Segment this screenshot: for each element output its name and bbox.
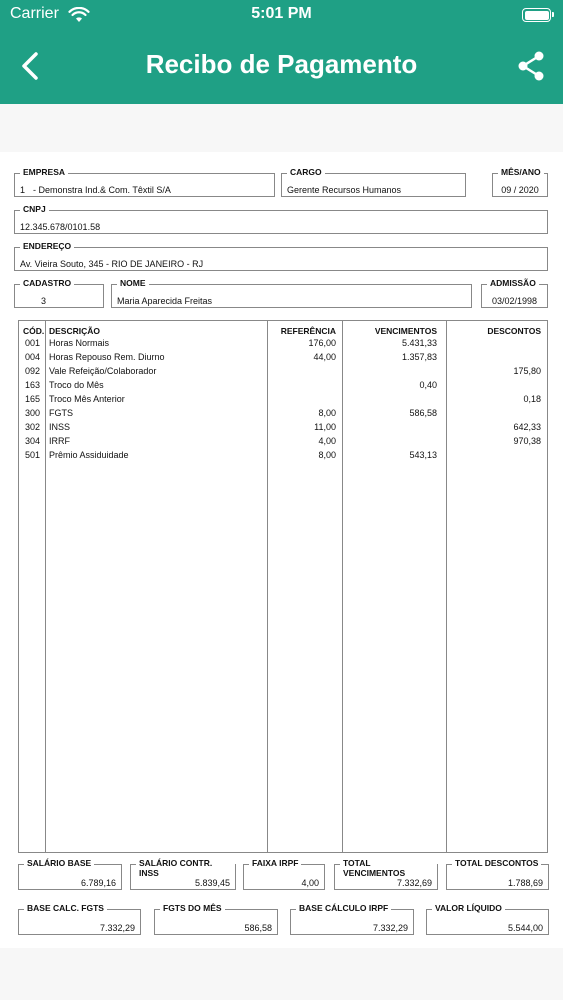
salario-base-field — [18, 858, 122, 890]
total-label: BASE CÁLCULO IRPF — [296, 903, 391, 913]
payment-receipt — [0, 152, 563, 948]
total-value: 5.839,45 — [194, 878, 230, 888]
cell-descricao: Horas Normais — [49, 338, 110, 348]
carrier-label: Carrier — [10, 5, 59, 22]
admissao-field — [481, 278, 548, 308]
admissao-label: ADMISSÃO — [487, 278, 539, 288]
valor-liquido-field — [426, 903, 549, 935]
status-time: 5:01 PM — [251, 5, 312, 22]
nome-value: Maria Aparecida Freitas — [117, 296, 213, 306]
salario-contr-inss-field — [130, 858, 236, 890]
endereco-field — [14, 241, 548, 271]
cargo-value: Gerente Recursos Humanos — [287, 185, 402, 195]
cell-cod: 501 — [25, 450, 41, 460]
page-title: Recibo de Pagamento — [145, 49, 418, 79]
col-header-cod: CÓD. — [23, 326, 45, 336]
mes-ano-field — [492, 167, 548, 197]
col-header-descontos: DESCONTOS — [487, 326, 541, 336]
cell-descricao: FGTS — [49, 408, 73, 418]
cadastro-value: 3 — [41, 296, 47, 306]
cell-descricao: Horas Repouso Rem. Diurno — [49, 352, 165, 362]
empresa-label: EMPRESA — [20, 167, 68, 177]
cell-descricao: Troco do Mês — [49, 380, 104, 390]
cell-descontos: 970,38 — [513, 436, 541, 446]
cell-vencimentos: 0,40 — [419, 380, 437, 390]
total-value: 1.788,69 — [507, 878, 543, 888]
mes-ano-value: 09 / 2020 — [501, 185, 539, 195]
cell-cod: 165 — [25, 394, 41, 404]
total-label: FGTS DO MÊS — [160, 903, 225, 913]
col-header-vencimentos: VENCIMENTOS — [374, 326, 437, 336]
empresa-value: - Demonstra Ind.& Com. Têxtil S/A — [33, 185, 171, 195]
cell-referencia: 8,00 — [318, 450, 336, 460]
cell-descricao: Prêmio Assiduidade — [49, 450, 129, 460]
cell-cod: 004 — [25, 352, 41, 362]
total-label: SALÁRIO CONTR. INSS — [136, 858, 235, 878]
faixa-irpf-field — [243, 858, 325, 890]
total-descontos-field — [446, 858, 549, 890]
endereco-label: ENDEREÇO — [20, 241, 74, 251]
total-label: SALÁRIO BASE — [24, 858, 94, 868]
earnings-table — [18, 320, 548, 853]
cadastro-field — [14, 278, 104, 308]
cnpj-value: 12.345.678/0101.58 — [20, 222, 101, 232]
fgts-do-mes-field — [154, 903, 278, 935]
total-label: TOTAL DESCONTOS — [452, 858, 541, 868]
cell-cod: 092 — [25, 366, 41, 376]
total-value: 6.789,16 — [80, 878, 116, 888]
col-header-referencia: REFERÊNCIA — [280, 326, 336, 336]
cell-descontos: 642,33 — [513, 422, 541, 432]
total-value: 7.332,29 — [99, 923, 135, 933]
cell-referencia: 4,00 — [318, 436, 336, 446]
admissao-value: 03/02/1998 — [491, 296, 538, 306]
empresa-code: 1 — [20, 185, 26, 195]
cell-descricao: Vale Refeição/Colaborador — [49, 366, 157, 376]
cell-cod: 163 — [25, 380, 41, 390]
battery-icon — [522, 8, 551, 22]
cell-cod: 302 — [25, 422, 41, 432]
cell-vencimentos: 5.431,33 — [401, 338, 437, 348]
total-value: 5.544,00 — [507, 923, 543, 933]
base-calc-fgts-field — [18, 903, 141, 935]
cell-referencia: 44,00 — [313, 352, 336, 362]
cell-cod: 300 — [25, 408, 41, 418]
nome-field — [111, 278, 472, 308]
cell-descricao: Troco Mês Anterior — [49, 394, 125, 404]
total-value: 586,58 — [244, 923, 272, 933]
cadastro-label: CADASTRO — [20, 278, 74, 288]
total-label: VALOR LÍQUIDO — [432, 903, 505, 913]
nav-header — [0, 0, 563, 104]
total-vencimentos-field — [334, 858, 438, 890]
cell-referencia: 11,00 — [314, 422, 336, 432]
cell-referencia: 8,00 — [318, 408, 336, 418]
total-value: 7.332,29 — [372, 923, 408, 933]
cell-descricao: INSS — [49, 422, 71, 432]
cargo-field — [281, 167, 466, 197]
mes-ano-label: MÊS/ANO — [498, 167, 544, 177]
total-label: FAIXA IRPF — [249, 858, 301, 868]
cargo-label: CARGO — [287, 167, 325, 177]
cell-descontos: 175,80 — [513, 366, 541, 376]
share-icon[interactable] — [515, 48, 547, 84]
nome-label: NOME — [117, 278, 149, 288]
cell-descontos: 0,18 — [523, 394, 541, 404]
cnpj-label: CNPJ — [20, 204, 49, 214]
total-label: BASE CALC. FGTS — [24, 903, 107, 913]
cell-vencimentos: 543,13 — [409, 450, 437, 460]
col-header-descricao: DESCRIÇÃO — [49, 326, 101, 336]
cell-vencimentos: 586,58 — [409, 408, 437, 418]
cell-cod: 001 — [25, 338, 41, 348]
cell-referencia: 176,00 — [308, 338, 336, 348]
endereco-value: Av. Vieira Souto, 345 - RIO DE JANEIRO - RJ — [20, 259, 204, 269]
total-value: 4,00 — [301, 878, 319, 888]
cell-descricao: IRRF — [49, 436, 70, 446]
base-calculo-irpf-field — [290, 903, 414, 935]
cell-vencimentos: 1.357,83 — [401, 352, 437, 362]
empresa-field — [14, 167, 275, 197]
total-label: TOTAL VENCIMENTOS — [340, 858, 437, 878]
cell-cod: 304 — [25, 436, 41, 446]
status-bar — [0, 5, 563, 25]
total-value: 7.332,69 — [396, 878, 432, 888]
cnpj-field — [14, 204, 548, 234]
